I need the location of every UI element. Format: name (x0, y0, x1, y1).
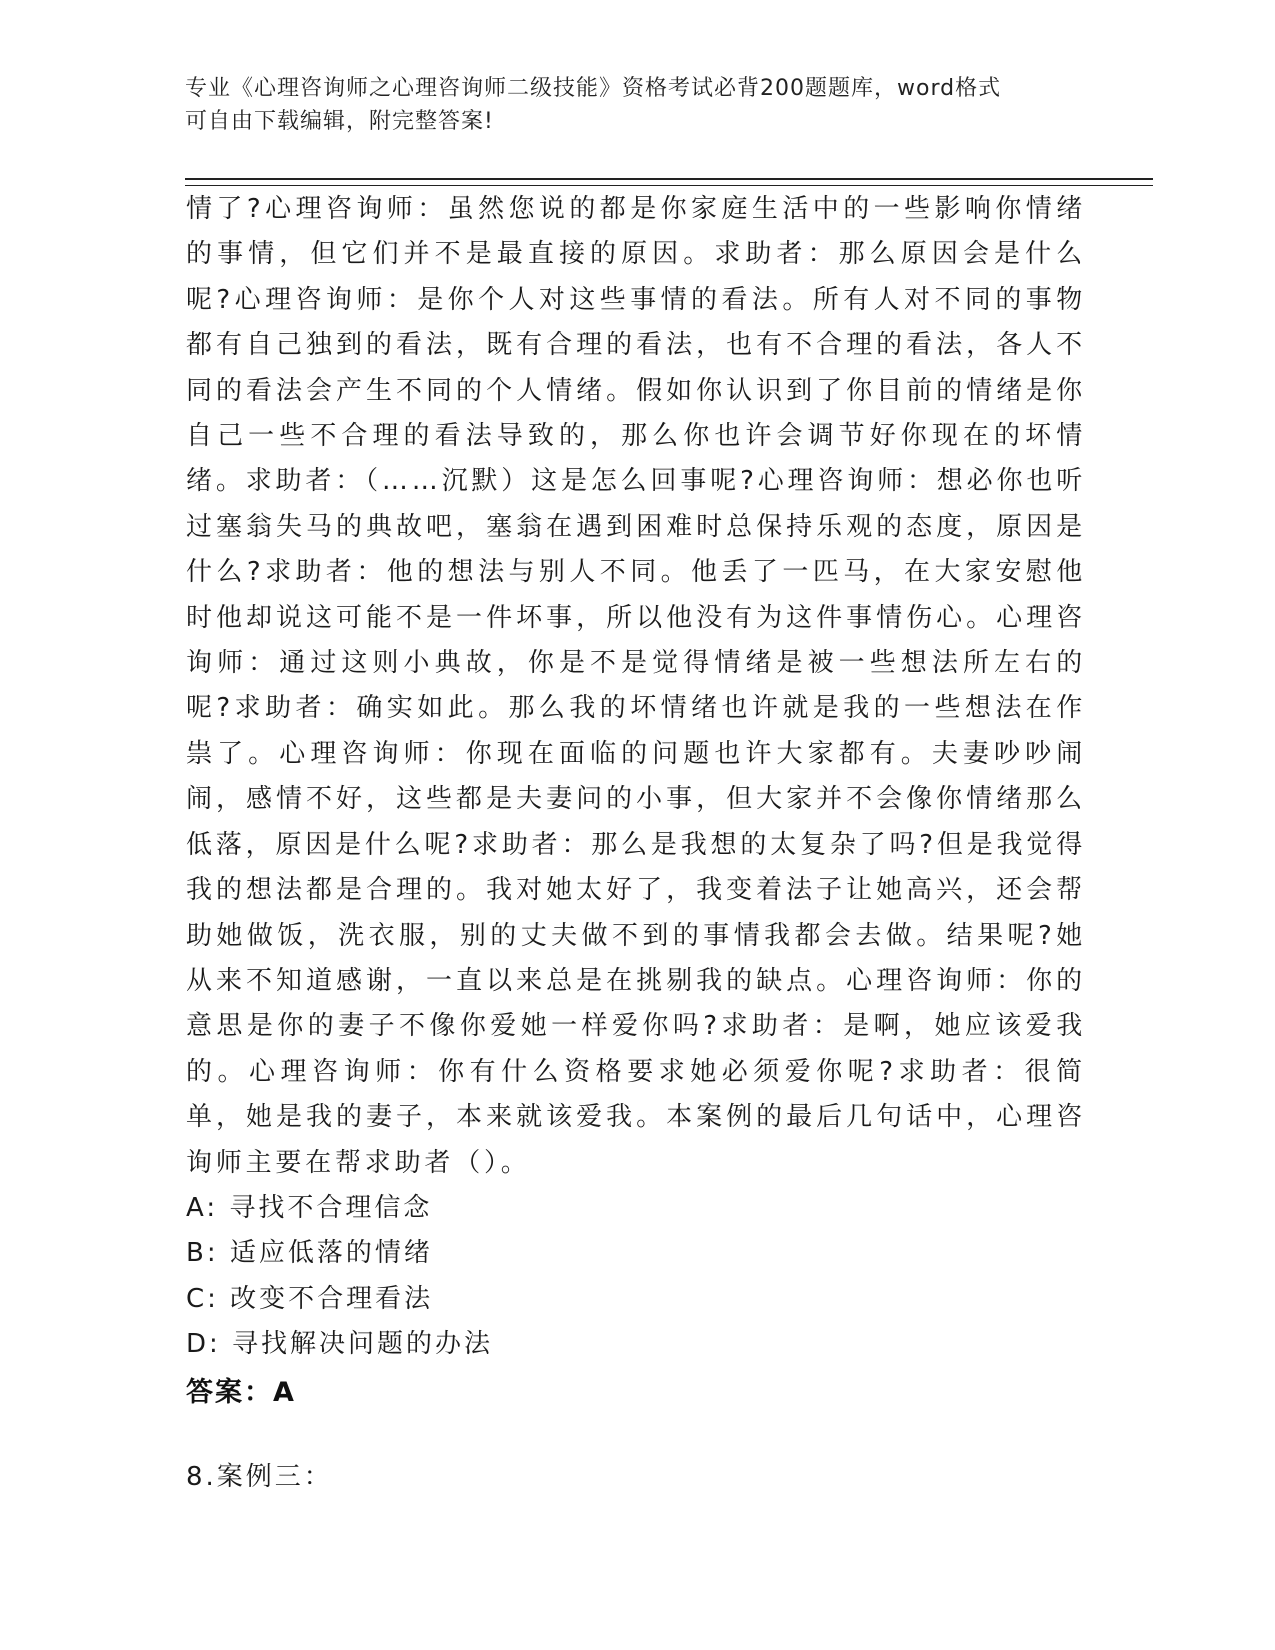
answer-key: 答案：A (186, 1376, 296, 1408)
page-header (185, 72, 1065, 138)
document-body (186, 187, 1086, 1500)
option-a: A: 寻找不合理信念 (186, 1192, 433, 1223)
next-question-heading: 8.案例三： (186, 1461, 333, 1492)
header-divider (185, 178, 1153, 186)
option-d: D: 寻找解决问题的办法 (186, 1329, 494, 1360)
header-title-line-2: 可自由下载编辑，附完整答案! (185, 109, 494, 134)
header-title-line-1: 专业《心理咨询师之心理咨询师二级技能》资格考试必背200题题库，word格式 (185, 76, 1002, 101)
question-passage: 情了?心理咨询师：虽然您说的都是你家庭生活中的一些影响你情绪的事情，但它们并不是最直接的原因。求助者：那么原因会是什么呢?心理咨询师：是你个人对这些事情的看法。所有人对不同的事物都有自己独到的看法，既有合理的看法，也有不合理的看法，各人不同的看法会产生不同的个人情绪。假如你认识到了你目前的情绪是你自己一些不合理的看法导致的，那么你也许会调节好你现在的坏情绪。求助者：（……沉默）这是怎么回事呢?心理咨询师：想必你也听过塞翁失马的典故吧，塞翁在遇到困难时总保持乐观的态度，原因是什么?求助者：他的想法与别人不同。他丢了一匹马，在大家安慰他时他却说这可能不是一件坏事，所以他没有为这件事情伤心。心理咨询师：通过这则小典故，你是不是觉得情绪是被一些想法所左右的呢?求助者：确实如此。那么我的坏情绪也许就是我的一些想法在作祟了。心理咨询师：你现在面临的问题也许大家都有。夫妻吵吵闹闹，感情不好，这些都是夫妻问的小事，但大家并不会像你情绪那么低落，原因是什么呢?求助者：那么是我想的太复杂了吗?但是我觉得我的想法都是合理的。我对她太好了，我变着法子让她高兴，还会帮助她做饭，洗衣服，别的丈夫做不到的事情我都会去做。结果呢?她从来不知道感谢，一直以来总是在挑剔我的缺点。心理咨询师：你的意思是你的妻子不像你爱她一样爱你吗?求助者：是啊，她应该爱我的。心理咨询师：你有什么资格要求她必须爱你呢?求助者：很简单，她是我的妻子，本来就该爱我。本案例的最后几句话中，心理咨询师主要在帮求助者（）。 (186, 194, 1086, 1178)
option-b: B: 适应低落的情绪 (186, 1238, 433, 1269)
answer-options (186, 1186, 1086, 1368)
option-c: C: 改变不合理看法 (186, 1283, 434, 1314)
